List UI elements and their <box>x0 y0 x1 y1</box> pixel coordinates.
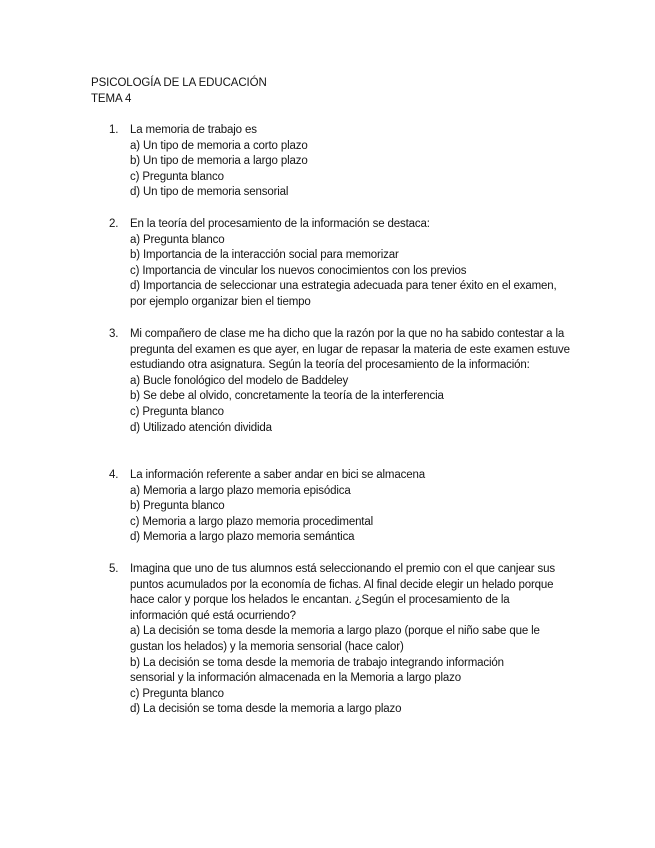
option-b: b) Se debe al olvido, concretamente la teoría de la interferencia <box>130 390 444 403</box>
question-text: La información referente a saber andar en bici se almacena <box>130 469 425 481</box>
option-d: d) La decisión se toma desde la memoria a largo plazo <box>130 703 402 716</box>
option-a: a) Bucle fonológico del modelo de Baddeley <box>130 374 349 387</box>
option-d: d) Memoria a largo plazo memoria semántica <box>130 531 355 544</box>
question-number: 5. <box>109 563 119 575</box>
option-c: c) Importancia de vincular los nuevos conocimientos con los previos <box>130 264 467 277</box>
question-1 <box>109 123 579 201</box>
question-number: 1. <box>109 124 119 136</box>
subject-title: PSICOLOGÍA DE LA EDUCACIÓN <box>91 77 267 89</box>
option-b: b) Importancia de la interacción social para memorizar <box>130 249 399 262</box>
option-b: b) Un tipo de memoria a largo plazo <box>130 155 308 168</box>
document-header <box>91 75 267 107</box>
option-b: b) La decisión se toma desde la memoria de trabajo integrando información sensorial y la información almacenada en la Memoria a largo plazo <box>130 656 504 685</box>
question-5 <box>109 562 579 718</box>
option-a: a) Memoria a largo plazo memoria episódica <box>130 484 351 497</box>
question-2 <box>109 217 579 311</box>
question-4 <box>109 468 579 546</box>
option-d: d) Importancia de seleccionar una estrategia adecuada para tener éxito en el examen, por ejemplo organizar bien el tiempo <box>130 280 557 308</box>
question-text: Imagina que uno de tus alumnos está seleccionando el premio con el que canjear sus puntos acumulados por la economía de fichas. Al final decide elegir un helado porque hace calor y porque los helados le encantan. ¿Según el procesamiento de la información qué está ocurriendo? <box>130 563 555 622</box>
question-text: Mi compañero de clase me ha dicho que la razón por la que no ha sabido contestar a la pregunta del examen es que ayer, en lugar de repasar la materia de este examen estuve estudiando otra asignatura. Según la teoría del procesamiento de la información: <box>130 328 570 372</box>
question-number: 2. <box>109 218 119 230</box>
question-3 <box>109 327 579 436</box>
option-c: c) Pregunta blanco <box>130 170 224 183</box>
option-a: a) La decisión se toma desde la memoria a largo plazo (porque el niño sabe que le gustan los helados) y la memoria sensorial (hace calor) <box>130 625 540 653</box>
question-text: En la teoría del procesamiento de la información se destaca: <box>130 218 430 230</box>
option-d: d) Un tipo de memoria sensorial <box>130 186 289 199</box>
option-c: c) Pregunta blanco <box>130 405 224 418</box>
question-text: La memoria de trabajo es <box>130 124 257 136</box>
topic-title: TEMA 4 <box>91 93 132 105</box>
option-d: d) Utilizado atención dividida <box>130 421 272 434</box>
option-a: a) Un tipo de memoria a corto plazo <box>130 139 308 152</box>
question-number: 3. <box>109 328 119 340</box>
question-number: 4. <box>109 469 119 481</box>
option-c: c) Pregunta blanco <box>130 687 224 700</box>
option-c: c) Memoria a largo plazo memoria procedimental <box>130 515 374 528</box>
option-a: a) Pregunta blanco <box>130 233 225 246</box>
option-b: b) Pregunta blanco <box>130 500 225 513</box>
